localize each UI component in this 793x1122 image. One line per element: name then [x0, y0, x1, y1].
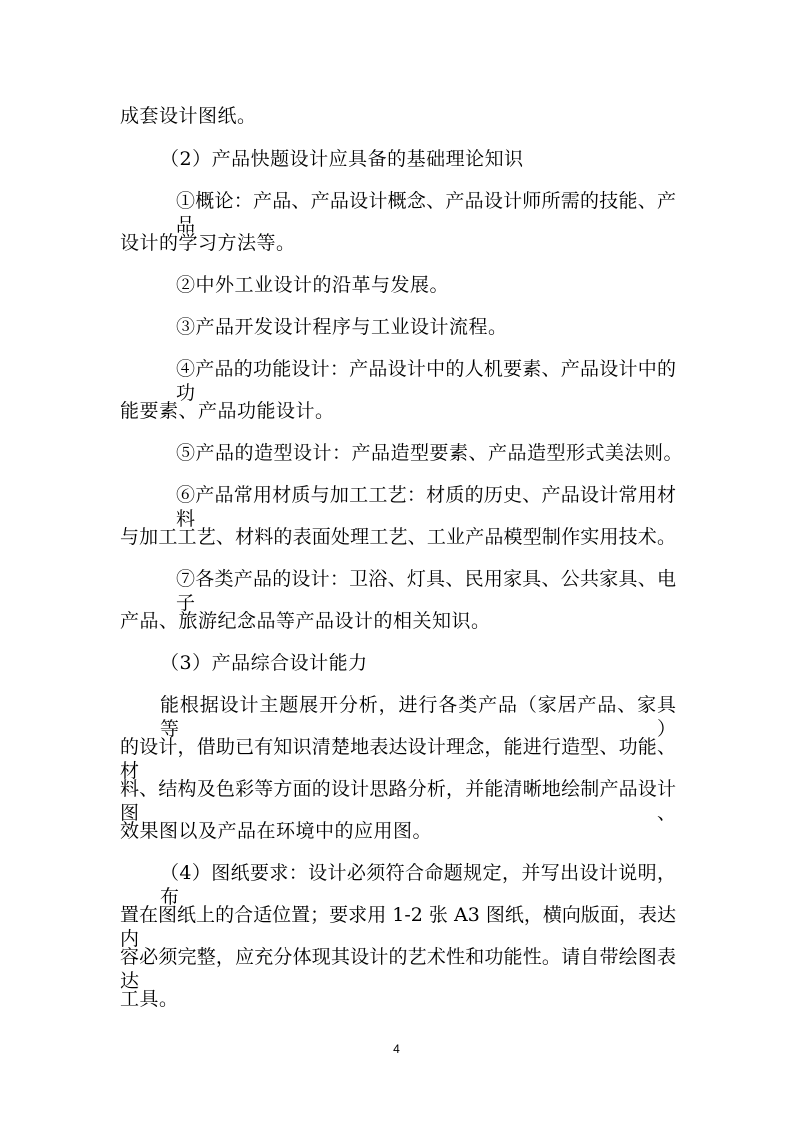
- text-line-3: ①概论：产品、产品设计概念、产品设计师所需的技能、产品: [176, 190, 676, 236]
- text-line-13: 产品、旅游纪念品等产品设计的相关知识。: [120, 610, 491, 632]
- text-line-7: ④产品的功能设计：产品设计中的人机要素、产品设计中的功: [176, 358, 676, 404]
- text-line-16: 的设计，借助已有知识清楚地表达设计理念，能进行造型、功能、材: [120, 736, 676, 782]
- text-line-18: 效果图以及产品在环境中的应用图。: [120, 820, 433, 842]
- page-number: 4: [393, 1042, 400, 1056]
- text-line-1: 成套设计图纸。: [120, 105, 257, 127]
- text-line-6: ③产品开发设计程序与工业设计流程。: [176, 316, 508, 338]
- text-line-5: ②中外工业设计的沿革与发展。: [176, 274, 450, 296]
- text-line-15: 能根据设计主题展开分析，进行各类产品（家居产品、家具等）: [160, 694, 676, 740]
- text-line-11: 与加工工艺、材料的表面处理工艺、工业产品模型制作实用技术。: [120, 526, 676, 548]
- text-line-22: 工具。: [120, 988, 179, 1010]
- text-line-21: 容必须完整，应充分体现其设计的艺术性和功能性。请自带绘图表达: [120, 946, 676, 992]
- section-heading-2: （2）产品快题设计应具备的基础理论知识: [160, 148, 524, 170]
- text-line-4: 设计的学习方法等。: [120, 232, 296, 254]
- text-line-8: 能要素、产品功能设计。: [120, 400, 335, 422]
- text-line-20: 置在图纸上的合适位置；要求用 1-2 张 A3 图纸，横向版面，表达内: [120, 904, 676, 950]
- text-line-17: 料、结构及色彩等方面的设计思路分析，并能清晰地绘制产品设计图、: [120, 778, 676, 824]
- text-line-9: ⑤产品的造型设计：产品造型要素、产品造型形式美法则。: [176, 442, 684, 464]
- section-heading-3: （3）产品综合设计能力: [160, 652, 368, 674]
- text-line-10: ⑥产品常用材质与加工工艺：材质的历史、产品设计常用材料: [176, 484, 676, 530]
- text-line-12: ⑦各类产品的设计：卫浴、灯具、民用家具、公共家具、电子: [176, 568, 676, 614]
- section-heading-4: （4）图纸要求：设计必须符合命题规定，并写出设计说明，布: [160, 862, 676, 908]
